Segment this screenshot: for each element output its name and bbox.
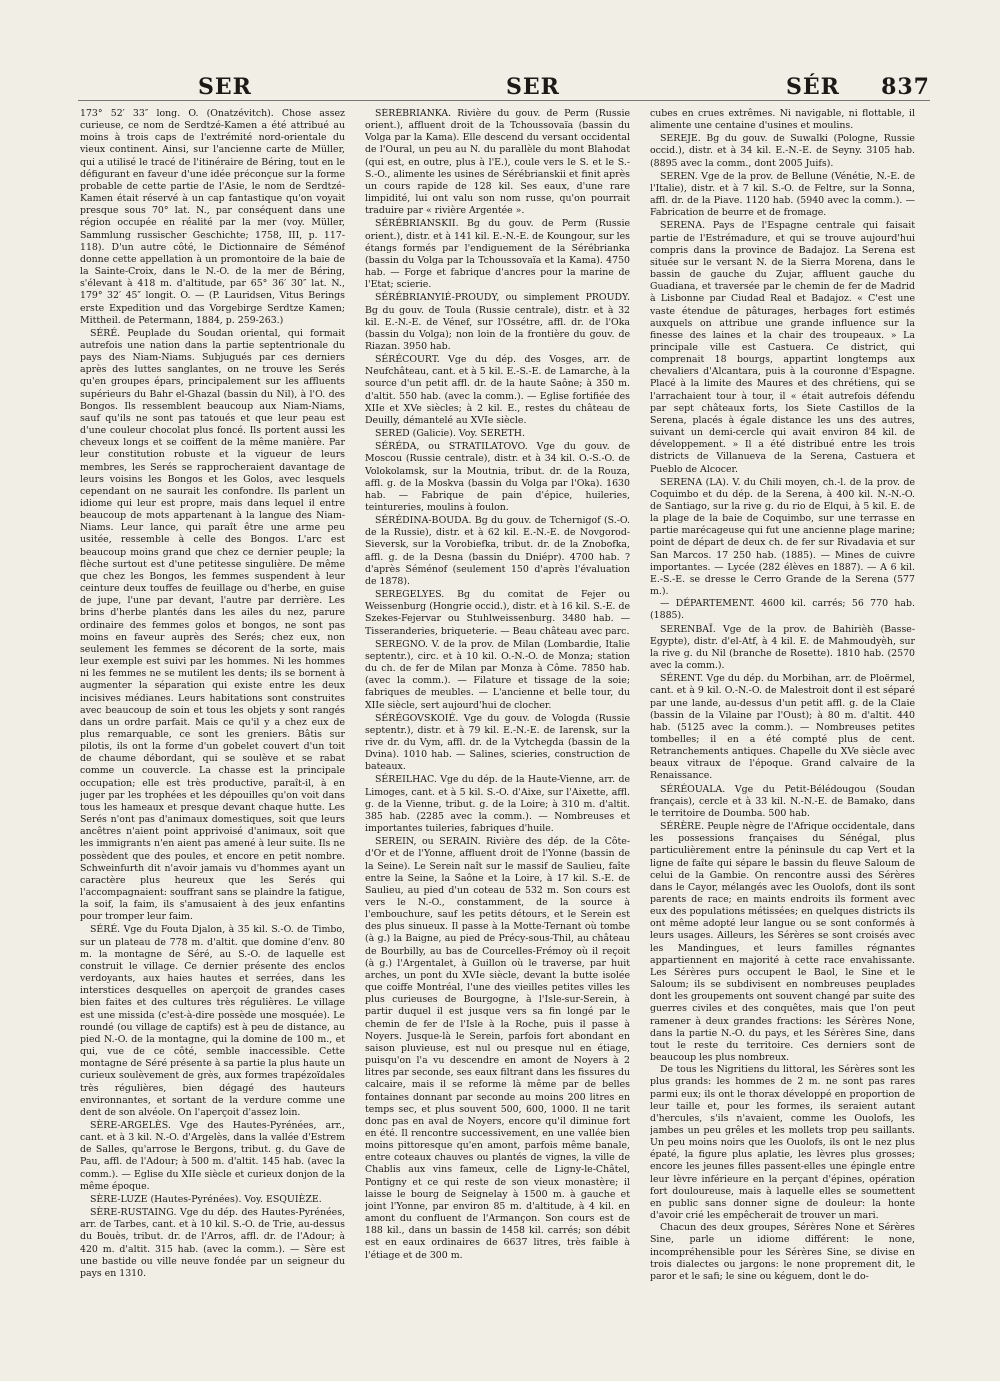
column-center: [365, 108, 630, 1343]
entry-sere-argeles: SÈRE-ARGELÈS. Vge des Hautes-Pyrénées, arr., cant. et à 3 kil. N.-O. d'Argelès, dans la vallée d'Estrem de Salles, qu'arrose le Bergons, tribut. g. du Gave de Pau, affl. de l'Adour; à 500 m. d'altit. 145 hab. (avec la comm.). — Eglise du XIIe siècle et curieux donjon de la même époque.: [80, 1119, 345, 1192]
entry-sere-people: SÉRÉ. Peuplade du Soudan oriental, qui formait autrefois une nation dans la partie septentrionale du pays des Niam-Niams. Subjugués par ces derniers après des luttes sanglantes, on ne trouve les Serés qu'en groupes épars, principalement sur les affluents supérieurs du Bahr el-Ghazal (bassin du Nil), à l'O. des Bongos. Ils ressemblent beaucoup aux Niam-Niams, sauf qu'ils ne sont pas tatoués et que leur peau est d'une couleur chocolat plus foncé. Ils portent aussi les cheveux longs et se coiffent de la même manière. Par leur constitution robuste et la vigueur de leurs membres, les Serés se rapprocheraient davantage de leurs voisins les Bongos et les Golos, avec lesquels cependant on ne saurait les confondre. Ils parlent un idiome qui leur est propre, mais dans lequel il entre beaucoup de mots appartenant à la langue des Niam-Niams. Leur lance, qui paraît être une arme peu usitée, ressemble à celle des Bongos. L'arc est beaucoup moins grand que chez ce dernier peuple; la flèche surtout est d'une petitesse singulière. De même que chez les Bongos, les femmes suspendent à leur ceinture deux touffes de feuillage ou d'herbe, en guise de jupe, l'une par devant, l'autre par derrière. Les brins d'herbe plantés dans les ailes du nez, parure ordinaire des femmes golos et bongos, ne sont pas moins en faveur auprès des Serés; chez eux, non seulement les femmes se décorent de la sorte, mais leur exemple est suivi par les hommes. Ni les hommes ni les femmes ne se mutilent les dents; ils se bornent à augmenter la séparation qui existe entre les deux incisives médianes. Leurs habitations sont construites avec beaucoup de soin et tous les objets y sont rangés dans un ordre parfait. Mais ce qu'il y a chez eux de plus remarquable, ce sont les greniers. Bâtis sur pilotis, ils ont la forme d'un gobelet couvert d'un toit de chaume débordant, qui se soulève et se rabat comme un couvercle. La chasse est la principale occupation; elle est très productive, paraît-il, à en juger par les trophées et les dépouilles qu'on voit dans tous les hameaux et presque devant chaque hutte. Les Serés n'ont pas d'animaux domestiques, soit que leurs ancêtres n'aient point apprivoisé d'animaux, soit que les immigrants n'en aient pas amené à leur suite. Ils ne possèdent que des poules, et encore en petit nombre. Schweinfurth dit n'avoir jamais vu d'hommes ayant un caractère plus heureux que les Serés qui l'accompagnaient: souffrant sans se plaindre la fatigue, la soif, la faim, ils s'amusaient à des jeux enfantins pour tromper leur faim.: [80, 327, 345, 923]
header-right-word: SÉR: [786, 74, 840, 100]
running-header: [78, 74, 930, 101]
entry-sere-luze: SÈRE-LUZE (Hautes-Pyrénées). Voy. ESQUIÈZE.: [90, 1193, 322, 1205]
entry-serena-departement: — DÉPARTEMENT. 4600 kil. carrés; 56 770 hab. (1885).: [650, 598, 915, 622]
entry-serebrianyie-proudy: SÉRÉBRIANYIÉ-PROUDY, ou simplement PROUDY. Bg du gouv. de Toula (Russie centrale), distr. et à 32 kil. E.-N.-E. de Vénef, sur l'Ossétre, affl. dr. de l'Oka (bassin du Volga); non loin de la frontière du gouv. de Riazan. 3950 hab.: [365, 292, 630, 352]
entry-sered: SERED (Galicie). Voy. SERETH.: [375, 428, 525, 440]
header-left-word: SER: [198, 74, 252, 100]
entry-serere-physique: De tous les Nigritiens du littoral, les Sérères sont les plus grands: les hommes de 2 m. ne sont pas rares parmi eux; ils ont le thorax développé en proportion de leur taille et, pour les formes, ils seraient autant d'hercules, s'ils n'avaient, comme les Ouolofs, les jambes un peu grêles et les mollets trop peu saillants. Un peu moins noirs que les Ouolofs, ils ont le nez plus épaté, la figure plus aplatie, les lèvres plus grosses; encore les jeunes filles passent-elles une épingle entre leur lèvre inférieure en la perçant d'épines, opération fort douloureuse, mais à laquelle elles se soumettent en public sans donner signe de douleur: la honte d'avoir crié les empêcherait de trouver un mari.: [650, 1064, 915, 1222]
header-center-word: SER: [506, 74, 560, 100]
entry-serenbai: SERENBAÏ. Vge de la prov. de Bahirièh (Basse-Egypte), distr. d'el-Atf, à 4 kil. E. de Mahmoudyèh, sur la rive g. du Nil (branche de Rosette). 1810 hab. (2570 avec la comm.).: [650, 623, 915, 672]
entry-seregno: SEREGNO. V. de la prov. de Milan (Lombardie, Italie septentr.), circ. et à 10 kil. O.-N.-O. de Monza; station du ch. de fer de Milan par Monza à Côme. 7850 hab. (avec la comm.). — Filature et tissage de la soie; fabriques de meubles. — L'ancienne et belle tour, du XIIe siècle, sert aujourd'hui de clocher.: [365, 638, 630, 711]
page-number: 837: [881, 74, 930, 100]
entry-sereilhac: SÉREILHAC. Vge du dép. de la Haute-Vienne, arr. de Limoges, cant. et à 5 kil. S.-O. d'Aixe, sur l'Aixette, affl. g. de la Vienne, tribut. g. de la Loire; à 310 m. d'altit. 385 hab. (2285 avec la comm.). — Nombreuses et importantes tuileries, fabriques d'huile.: [365, 774, 630, 835]
entry-sereje: SEREJE. Bg du gouv. de Suwalki (Pologne, Russie occid.), distr. et à 34 kil. E.-N.-E. de Seyny. 3105 hab. (8895 avec la comm., dont 2005 Juifs).: [650, 133, 915, 169]
entry-sere-rustaing: SÈRE-RUSTAING. Vge du dép. des Hautes-Pyrénées, arr. de Tarbes, cant. et à 10 kil. S.-O. de Trie, au-dessus du Bouès, tribut. dr. de l'Arros, affl. dr. de l'Adour; à 420 m. d'altit. 315 hab. (avec la comm.). — Sère est une bastide ou ville neuve fondée par un seigneur du pays en 1310.: [80, 1207, 345, 1279]
entry-seren: SEREN. Vge de la prov. de Bellune (Vénétie, N.-E. de l'Italie), distr. et à 7 kil. S.-O. de Feltre, sur la Sonna, affl. dr. de la Piave. 1120 hab. (5940 avec la comm.). — Fabrication de beurre et de fromage.: [650, 170, 915, 219]
entry-seredina-bouda: SÉRÉDINA-BOUDA. Bg du gouv. de Tchernigof (S.-O. de la Russie), distr. et à 62 kil. E.-N.-E. de Novgorod-Sieversk, sur la Vorobiefka, tribut. dr. de la Znobofka, affl. g. de la Desna (bassin du Dniépr). 4700 hab. ? d'après Séménof (seulement 150 d'après l'évaluation de 1878).: [365, 515, 630, 587]
entry-serein: SEREIN, ou SERAIN. Rivière des dép. de la Côte-d'Or et de l'Yonne, affluent droit de l'Yonne (bassin de la Seine). Le Serein naît sur le massif de Saulieu, faîte entre la Seine, la Saône et la Loire, à 17 kil. S.-E. de Saulieu, au pied d'un coteau de 532 m. Son cours est vers le N.-O., constamment, de la source à l'embouchure, sauf les petits détours, et le Serein est des plus sinueux. Il passe à la Motte-Ternant où tombe (à g.) la Baigne, au pied de Précy-sous-Thil, au château de Bourbilly, au bas de Courcelles-Frémoy où il reçoit (à g.) l'Argentalet, à Guillon où le traverse, par huit arches, un pont du XVIe siècle, devant la butte isolée que coiffe Montréal, l'une des vieilles petites villes les plus curieuses de Bourgogne, à l'Isle-sur-Serein, à partir duquel il est jusque vers sa fin longé par le chemin de fer de l'Isle à la Roche, puis il passe à Noyers. Jusque-là le Serein, parfois fort abondant en saison pluvieuse, est nul ou presque nul en étiage, puisqu'on l'a vu descendre en amont de Noyers à 2 litres par seconde, ses eaux filtrant dans les fissures du calcaire, mais il se reforme là même par de belles fontaines donnant par seconde au moins 200 litres en temps sec, et plus souvent 500, 600, 1000. Il ne tarit donc pas en aval de Noyers, encore qu'il diminue fort en été. Il rencontre successivement, en une vallée bien moins pittoresque qu'en amont, parfois même banale, entre coteaux chauves ou plantés de vignes, la ville de Chablis aux vins fameux, celle de Ligny-le-Châtel, Pontigny et ce qui reste de son vieux monastère; il laisse le bourg de Seignelay à 1500 m. à gauche et joint l'Yonne, par environ 85 m. d'altitude, à 4 kil. en amont du confluent de l'Armançon. Son cours est de 188 kil., dans un bassin de 1458 kil. carrés; son débit est en eaux ordinaires de 6637 litres, très faible à l'étiage et de 300 m.: [365, 836, 630, 1261]
column-right: [650, 108, 915, 1343]
entry-serdtze-kamen-continued: 173° 52′ 33″ long. O. (Onatzévitch). Chose assez curieuse, ce nom de Serdtzé-Kamen a été attribué au moins à trois caps de l'extrémité nord-orientale du vieux continent. Ainsi, sur l'ancienne carte de Müller, qui a utilisé le tracé de l'itinéraire de Béring, tout en le défigurant en faveur d'une idée préconçue sur la forme probable de cette partie de l'Asie, le nom de Serdtzé-Kamen était réservé à un cap fantastique qu'on voyait presque sous 70° lat. N., par conséquent dans une région occupée en réalité par la mer (voy. Müller, Sammlung russischer Geschichte; 1758, III, p. 117-118). D'un autre côté, le Dictionnaire de Séménof donne cette appellation à un promontoire de la baie de la Sainte-Croix, dans le N.-O. de la mer de Béring, s'élevant à 418 m. d'altitude, par 65° 36′ 30″ lat. N., 179° 32′ 45″ longit. O. — (P. Lauridsen, Vitus Berings erste Expedition und das Vorgebirge Serdtze Kamen; Mittheil. de Petermann, 1884, p. 259-263.): [80, 108, 345, 326]
entry-serecourt: SÉRÉCOURT. Vge du dép. des Vosges, arr. de Neufchâteau, cant. et à 5 kil. E.-S.-E. de Lamarche, à la source d'un petit affl. dr. de la haute Saône; à 350 m. d'altit. 550 hab. (avec la comm.). — Eglise fortifiée des XIIe et XVe siècles; à 2 kil. E., restes du château de Deuilly, démantelé au XVIe siècle.: [365, 354, 630, 426]
entry-serena-chile: SERENA (LA). V. du Chili moyen, ch.-l. de la prov. de Coquimbo et du dép. de la Serena, à 400 kil. N.-N.-O. de Santiago, sur la rive g. du rio de Elqui, à 5 kil. E. de la plage de la baie de Coquimbo, sur une terrasse en partie marécageuse qui fut une ancienne plage marine; point de départ de deux ch. de fer sur Rivadavia et sur San Marcos. 17 250 hab. (1885). — Mines de cuivre importantes. — Lycée (282 élèves en 1887). — A 6 kil. E.-S.-E. se dresse le Cerro Grande de la Serena (577 m.).: [650, 476, 915, 598]
entry-seregovskoie: SÉRÉGOVSKOIÉ. Vge du gouv. de Vologda (Russie septentr.), distr. et à 79 kil. E.-N.-E. de Iarensk, sur la rive dr. du Vym, affl. dr. de la Vytchegda (bassin de la Dvina). 1010 hab. — Salines, scieries, construction de bateaux.: [365, 712, 630, 773]
entry-seregelyes: SEREGELYES. Bg du comitat de Fejer ou Weissenburg (Hongrie occid.), distr. et à 16 kil. S.-E. de Szekes-Fejervar ou Stuhlweissenburg. 3480 hab. — Tisseranderies, briqueterie. — Beau château avec parc.: [365, 589, 630, 637]
entry-sereouala: SÉRÉOUALA. Vge du Petit-Bélédougou (Soudan français), cercle et à 33 kil. N.-N.-E. de Bamako, dans le territoire de Doumba. 500 hab.: [650, 783, 915, 819]
entry-serere-langues: Chacun des deux groupes, Sérères None et Sérères Sine, parle un idiome différent: le none, incompréhensible pour les Sérères Sine, se divise en trois dialectes ou jargons: le none proprement dit, le paror et le safi; le sine ou kéguem, dont le do-: [650, 1222, 915, 1282]
column-left: [80, 108, 345, 1343]
entry-sereda: SÉRÉDA, ou STRATILATOVO. Vge du gouv. de Moscou (Russie centrale), distr. et à 34 kil. O.-S.-O. de Volokolamsk, sur la Moutnia, tribut. dr. de la Rouza, affl. g. de la Moskva (bassin du Volga par l'Oka). 1630 hab. — Fabrique de pain d'épice, huileries, teintureries, moulins à foulon.: [365, 441, 630, 513]
entry-serent: SÉRENT. Vge du dép. du Morbihan, arr. de Ploërmel, cant. et à 9 kil. O.-N.-O. de Malestroit dont il est séparé par une lande, au-dessus d'un petit affl. g. de la Claie (bassin de la Vilaine par l'Oust); à 80 m. d'altit. 440 hab. (5125 avec la comm.). — Nombreuses petites tombelles; il en a été compté plus de cent. Retranchements antiques. Chapelle du XVe siècle avec beaux vitraux de l'époque. Grand calvaire de la Renaissance.: [650, 673, 915, 782]
entry-sere-village: SÉRÉ. Vge du Fouta Djalon, à 35 kil. S.-O. de Timbo, sur un plateau de 778 m. d'altit. que domine d'env. 80 m. la montagne de Séré, au S.-O. de laquelle est construit le village. Ce dernier présente des enclos verdoyants, aux haies hautes et serrées, dans les interstices desquelles on aperçoit de grandes cases bien faites et des cultures très régulières. Le village est une missida (c'est-à-dire possède une mosquée). Le roundé (ou village de captifs) est à peu de distance, au pied N.-O. de la montagne, qui la domine de 100 m., et qui, vue de ce côté, semble inaccessible. Cette montagne de Séré présente à sa partie la plus haute un curieux soulèvement de grès, aux formes trapézoïdales très régulières, bien dégagé des hauteurs environnantes, et sortant de la verdure comme une dent de son alvéole. On l'aperçoit d'assez loin.: [80, 924, 345, 1118]
entry-serere: SÉRÈRE. Peuple nègre de l'Afrique occidentale, dans les possessions françaises du Sénégal, plus particulièrement entre la péninsule du cap Vert et la ligne de faîte qui sépare le bassin du fleuve Saloum de celui de la Gambie. On rencontre aussi des Sérères dans le Cayor, mélangés avec les Ouolofs, dont ils sont parents de race; en maints endroits ils forment avec eux des populations métissées; en quelques districts ils ont même adopté leur langue ou se sont conformés à leurs usages. Ailleurs, les Sérères se sont croisés avec les Mandingues, et leurs familles régnantes appartiennent en majorité à cette race envahissante. Les Sérères purs occupent le Baol, le Sine et le Saloum; ils se subdivisent en nombreuses peuplades dont les groupements ont souvent changé par suite des guerres civiles et des conquêtes, mais que l'on peut ramener à deux grandes fractions: les Sérères None, dans la partie N.-O. du pays, et les Sérères Sine, dans tout le reste du territoire. Ces derniers sont de beaucoup les plus nombreux.: [650, 821, 915, 1064]
entry-serena-spain: SERENA. Pays de l'Espagne centrale qui faisait partie de l'Estrémadure, et qui se trouve aujourd'hui compris dans la province de Badajoz. La Serena est située sur le versant N. de la Sierra Morena, dans le bassin de gauche du Zujar, affluent gauche du Guadiana, et traversée par le chemin de fer de Madrid à Lisbonne par Ciudad Real et Badajoz. « C'est une vaste étendue de pâturages, herbages fort estimés auxquels on attribue une grande influence sur la finesse des laines et la chair des troupeaux. » La principale ville est Castuera. Ce district, qui comprenait 18 bourgs, appartint longtemps aux chevaliers d'Alcantara, puis à la couronne d'Espagne. Placé à la limite des Maures et des chrétiens, qui se l'arrachaient tour à tour, il « était autrefois défendu par sept châteaux forts, los Siete Castillos de la Serena, placés à égale distance les uns des autres, suivant un demi-cercle qui avait environ 84 kil. de développement. » Il a été distribué entre les trois districts de Villanueva de la Serena, Castuera et Pueblo de Alcocer.: [650, 220, 915, 475]
entry-serebrianskii: SÉRÉBRIANSKII. Bg du gouv. de Perm (Russie orient.), distr. et à 141 kil. E.-N.-E. de Koungour, sur les étangs formés par l'endiguement de la Sérébrianka (bassin du Volga par la Tchoussovaïa et la Kama). 4750 hab. — Forge et fabrique d'ancres pour la marine de l'Etat; scierie.: [365, 218, 630, 291]
entry-serein-continued: cubes en crues extrêmes. Ni navigable, ni flottable, il alimente une centaine d'usines et moulins.: [650, 108, 915, 132]
entry-serebrianka: SÉRÉBRIANKA. Rivière du gouv. de Perm (Russie orient.), affluent droit de la Tchoussovaïa (bassin du Volga par la Kama). Elle descend du versant occidental de l'Oural, un peu au N. du parallèle du mont Blahodat (qui est, en outre, plus à l'E.), coule vers le S. et le S.-S.-O., alimente les usines de Sérébrianskii et finit après un cours rapide de 128 kil. Ses eaux, d'une rare limpidité, lui ont valu son nom russe, qu'on pourrait traduire par « rivière Argentée ».: [365, 108, 630, 217]
